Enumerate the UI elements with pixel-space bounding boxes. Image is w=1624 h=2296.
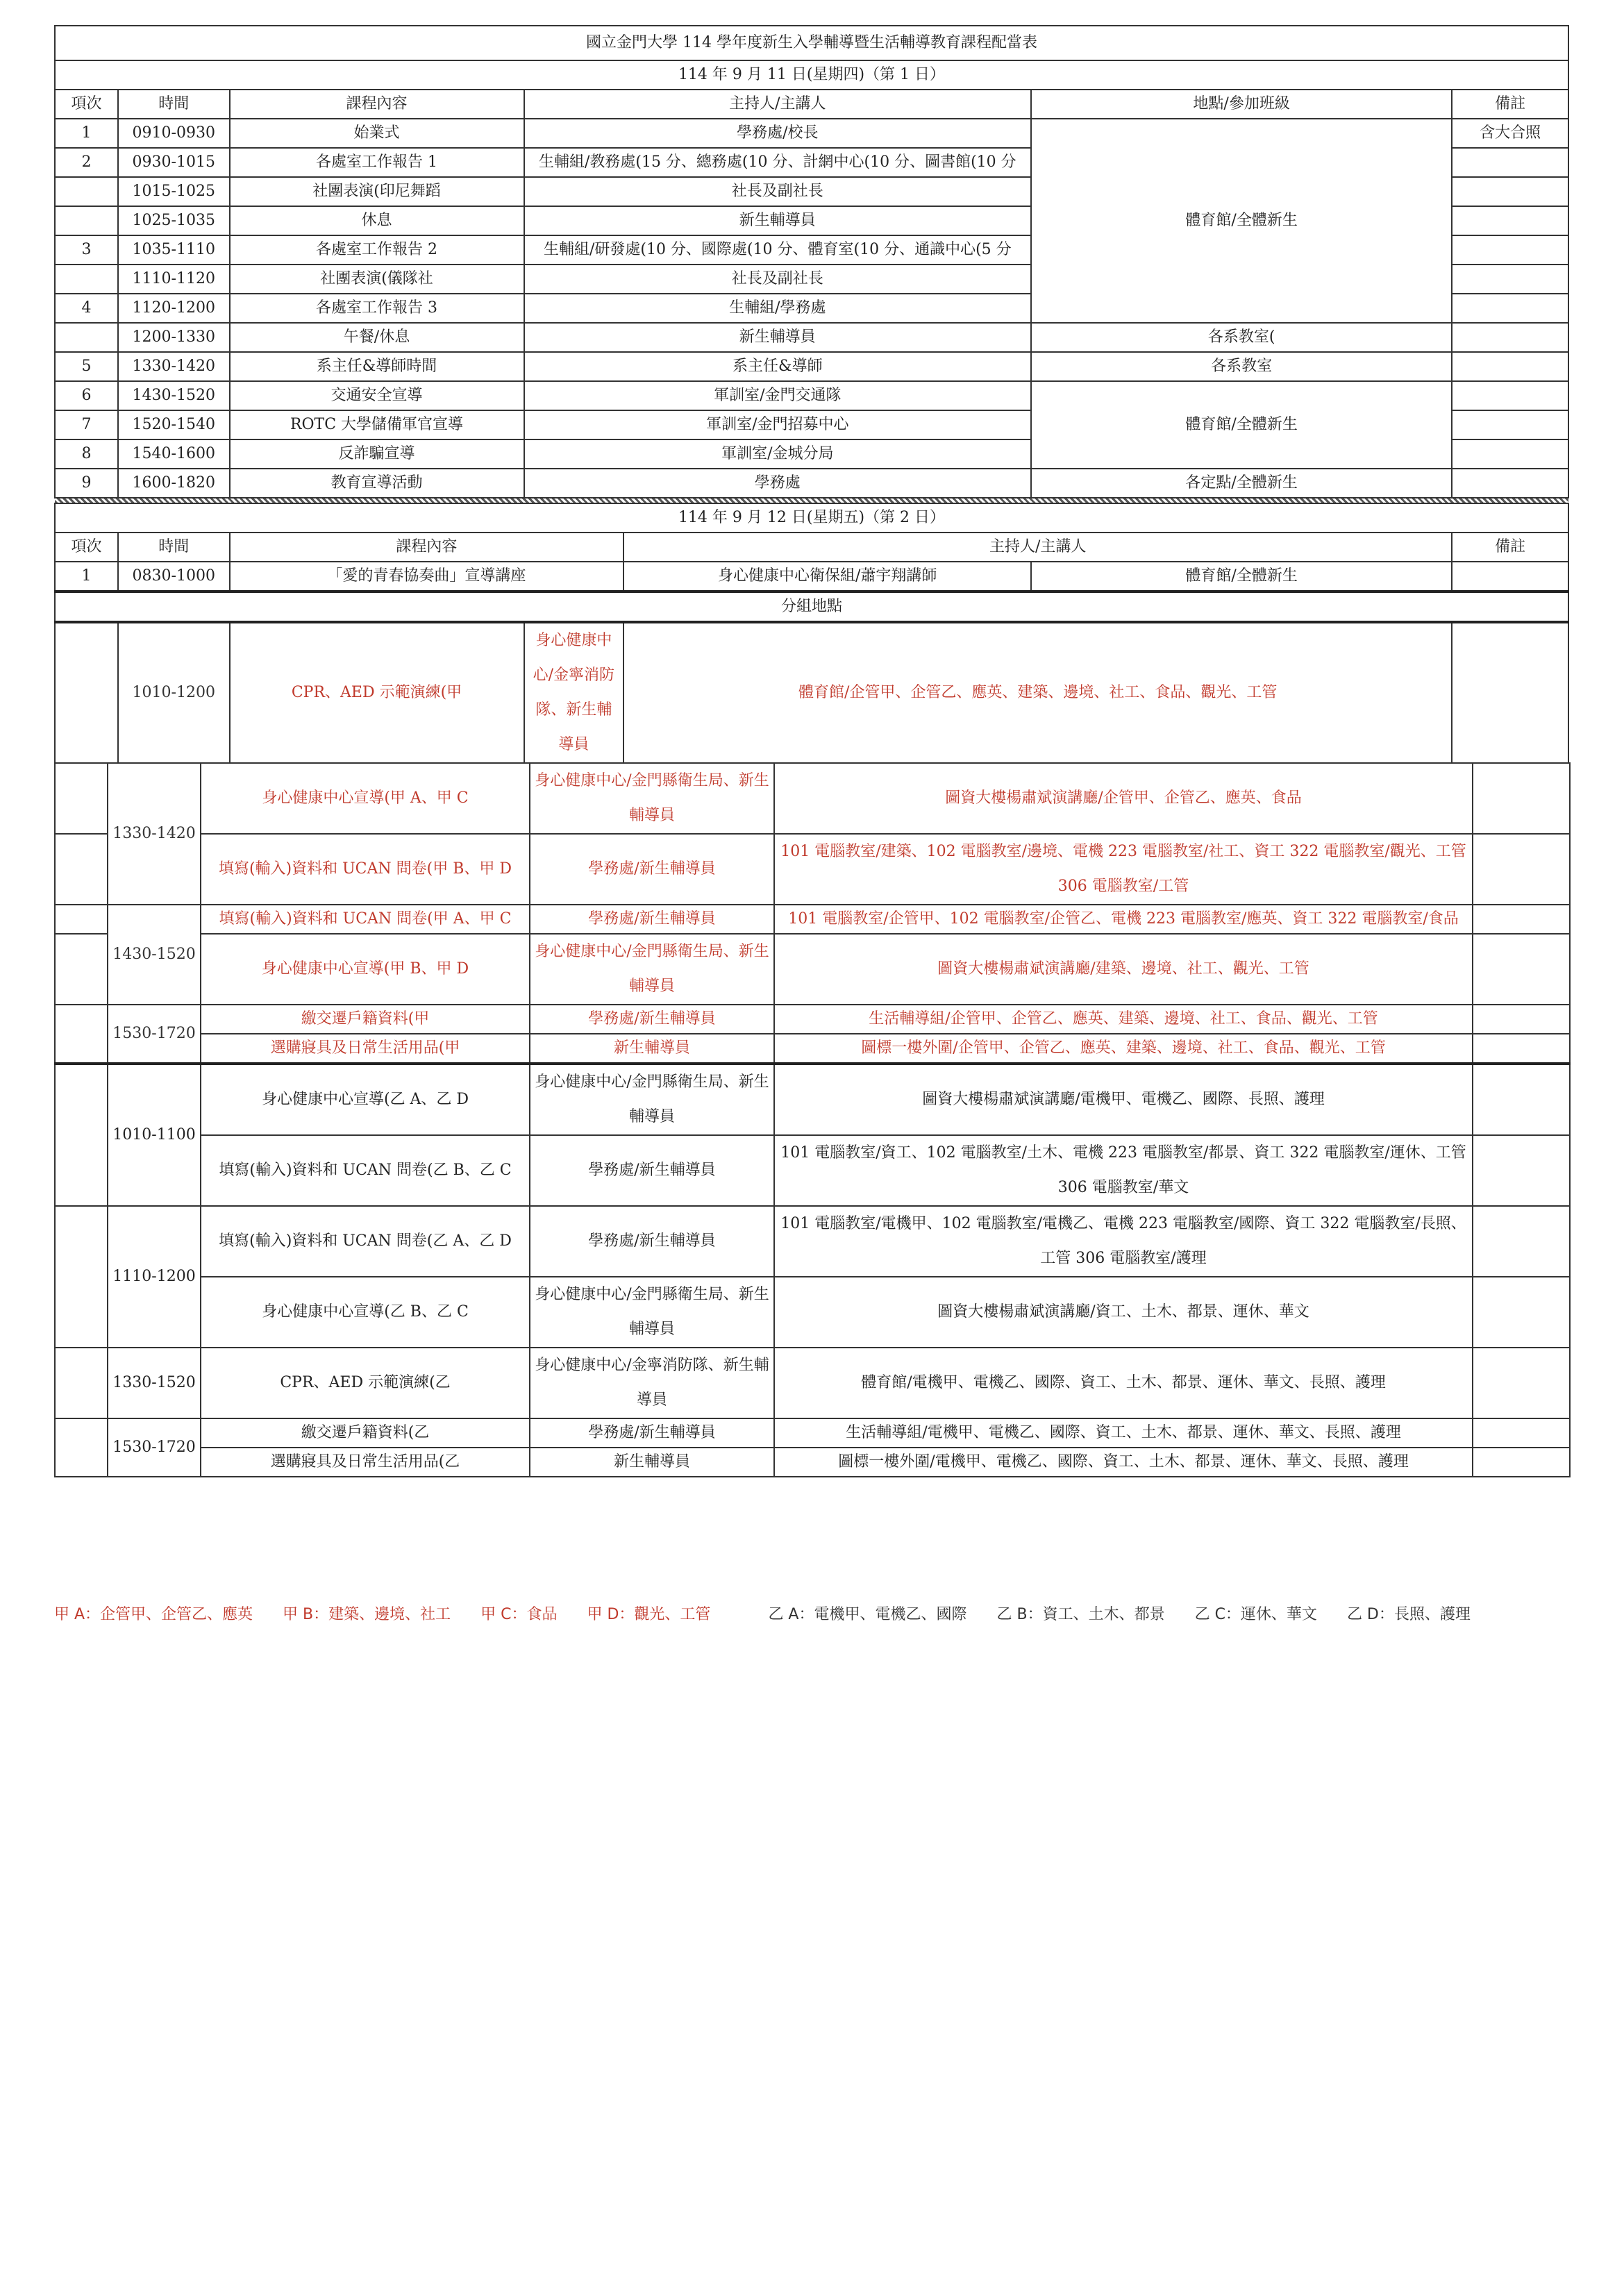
row-no: 8 xyxy=(55,439,118,469)
row-location: 圖資大樓楊肅斌演講廳/建築、邊境、社工、觀光、工管 xyxy=(774,934,1473,1005)
row-course: 交通安全宣導 xyxy=(230,381,524,410)
row-note xyxy=(1452,562,1568,592)
row-note xyxy=(1452,294,1568,323)
row-note xyxy=(1473,1448,1570,1477)
legend-item: 乙 A：電機甲、電機乙、國際 xyxy=(768,1606,967,1623)
schedule-group-table xyxy=(54,762,1571,1477)
row-note xyxy=(1473,1418,1570,1448)
row-no: 6 xyxy=(55,381,118,410)
row-course: 身心健康中心宣導(乙 A、乙 D xyxy=(201,1064,530,1135)
table-row xyxy=(55,834,1570,905)
row-time: 1330-1420 xyxy=(108,763,201,905)
row-no xyxy=(55,834,108,905)
row-no xyxy=(55,206,118,235)
row-location: 圖資大樓楊肅斌演講廳/企管甲、企管乙、應英、食品 xyxy=(774,763,1473,834)
row-course: 始業式 xyxy=(230,119,524,148)
row-course: ROTC 大學儲備軍官宣導 xyxy=(230,410,524,439)
row-no xyxy=(55,265,118,294)
table-row xyxy=(55,905,1570,934)
row-course: 系主任&導師時間 xyxy=(230,352,524,381)
row-note xyxy=(1452,235,1568,265)
row-note xyxy=(1473,1206,1570,1277)
row-course: 教育宣導活動 xyxy=(230,469,524,498)
row-note xyxy=(1473,1348,1570,1418)
row-course: 身心健康中心宣導(甲 B、甲 D xyxy=(201,934,530,1005)
table-row xyxy=(55,1348,1570,1418)
row-no: 1 xyxy=(55,562,118,592)
table-row xyxy=(55,1277,1570,1348)
group-legend xyxy=(54,1602,1496,1624)
row-location: 各定點/全體新生 xyxy=(1031,469,1452,498)
legend-item: 乙 B：資工、土木、都景 xyxy=(996,1606,1165,1623)
row-host: 社長及副社長 xyxy=(524,177,1032,206)
table-row xyxy=(55,381,1568,410)
row-host: 身心健康中心/金門縣衛生局、新生輔導員 xyxy=(530,763,774,834)
table-row xyxy=(55,1206,1570,1277)
row-time: 1010-1100 xyxy=(108,1064,201,1206)
row-location: 體育館/全體新生 xyxy=(1031,119,1452,323)
row-course: 繳交遷戶籍資料(甲 xyxy=(201,1005,530,1034)
row-course: 休息 xyxy=(230,206,524,235)
row-host: 生輔組/教務處(15 分、總務處(10 分、計網中心(10 分、圖書館(10 分 xyxy=(524,148,1032,177)
table-row xyxy=(55,1135,1570,1206)
table-row xyxy=(55,763,1570,834)
row-host: 身心健康中心/金門縣衛生局、新生輔導員 xyxy=(530,1064,774,1135)
row-location: 圖資大樓楊肅斌演講廳/電機甲、電機乙、國際、長照、護理 xyxy=(774,1064,1473,1135)
row-note xyxy=(1452,265,1568,294)
row-host: 身心健康中心/金寧消防隊、新生輔導員 xyxy=(524,622,624,763)
row-no: 4 xyxy=(55,294,118,323)
row-host: 身心健康中心/金門縣衛生局、新生輔導員 xyxy=(530,934,774,1005)
row-course: 選購寢具及日常生活用品(乙 xyxy=(201,1448,530,1477)
row-time: 0930-1015 xyxy=(118,148,229,177)
row-course: 填寫(輸入)資料和 UCAN 問卷(甲 A、甲 C xyxy=(201,905,530,934)
row-time: 1600-1820 xyxy=(118,469,229,498)
row-note xyxy=(1473,1277,1570,1348)
header-note: 備註 xyxy=(1452,90,1568,119)
row-host: 學務處/校長 xyxy=(524,119,1032,148)
row-location: 體育館/企管甲、企管乙、應英、建築、邊境、社工、食品、觀光、工管 xyxy=(623,622,1452,763)
row-host: 學務處/新生輔導員 xyxy=(530,1135,774,1206)
row-no xyxy=(55,1418,108,1477)
legend-item: 甲 D：觀光、工管 xyxy=(587,1606,711,1623)
day2-heading: 114 年 9 月 12 日(星期五)（第 2 日） xyxy=(55,503,1568,533)
row-host: 新生輔導員 xyxy=(524,323,1032,352)
table-row xyxy=(55,934,1570,1005)
row-note xyxy=(1473,934,1570,1005)
row-course: 身心健康中心宣導(乙 B、乙 C xyxy=(201,1277,530,1348)
row-time: 1015-1025 xyxy=(118,177,229,206)
row-time: 1120-1200 xyxy=(118,294,229,323)
row-no xyxy=(55,1064,108,1206)
legend-item: 甲 C：食品 xyxy=(480,1606,558,1623)
row-location: 101 電腦教室/建築、102 電腦教室/邊境、電機 223 電腦教室/社工、資工 322 電腦教室/觀光、工管 306 電腦教室/工管 xyxy=(774,834,1473,905)
row-time: 1035-1110 xyxy=(118,235,229,265)
row-time: 1530-1720 xyxy=(108,1005,201,1064)
row-time: 1540-1600 xyxy=(118,439,229,469)
row-note xyxy=(1452,177,1568,206)
row-note xyxy=(1452,323,1568,352)
header-note: 備註 xyxy=(1452,533,1568,562)
row-course: 各處室工作報告 2 xyxy=(230,235,524,265)
row-note xyxy=(1452,469,1568,498)
document-title: 國立金門大學 114 學年度新生入學輔導暨生活輔導教育課程配當表 xyxy=(55,26,1568,60)
row-time: 1110-1120 xyxy=(118,265,229,294)
table-row xyxy=(55,1418,1570,1448)
row-time: 1025-1035 xyxy=(118,206,229,235)
table-row xyxy=(55,1005,1570,1034)
row-host: 軍訓室/金門交通隊 xyxy=(524,381,1032,410)
row-course: 填寫(輸入)資料和 UCAN 問卷(乙 A、乙 D xyxy=(201,1206,530,1277)
row-course: 繳交遷戶籍資料(乙 xyxy=(201,1418,530,1448)
row-time: 1530-1720 xyxy=(108,1418,201,1477)
row-host: 學務處/新生輔導員 xyxy=(530,1418,774,1448)
row-no xyxy=(55,1206,108,1348)
table-row xyxy=(55,1448,1570,1477)
row-no xyxy=(55,1005,108,1064)
header-time: 時間 xyxy=(118,90,229,119)
row-no xyxy=(55,177,118,206)
row-note xyxy=(1473,1064,1570,1135)
row-time: 0910-0930 xyxy=(118,119,229,148)
legend-item: 乙 D：長照、護理 xyxy=(1346,1606,1471,1623)
row-course: CPR、AED 示範演練(乙 xyxy=(201,1348,530,1418)
row-course: 反詐騙宣導 xyxy=(230,439,524,469)
row-host: 新生輔導員 xyxy=(524,206,1032,235)
row-note xyxy=(1452,206,1568,235)
row-location: 圖標一樓外圍/電機甲、電機乙、國際、資工、土木、都景、運休、華文、長照、護理 xyxy=(774,1448,1473,1477)
row-no: 7 xyxy=(55,410,118,439)
row-location: 體育館/全體新生 xyxy=(1031,381,1452,469)
row-note xyxy=(1452,381,1568,410)
row-no: 1 xyxy=(55,119,118,148)
row-location: 體育館/全體新生 xyxy=(1031,562,1452,592)
row-note xyxy=(1473,1135,1570,1206)
row-time: 1010-1200 xyxy=(118,622,229,763)
row-note xyxy=(1473,905,1570,934)
row-host: 系主任&導師 xyxy=(524,352,1032,381)
row-course: 「愛的青春協奏曲」宣導講座 xyxy=(230,562,624,592)
row-host: 生輔組/學務處 xyxy=(524,294,1032,323)
row-host: 軍訓室/金城分局 xyxy=(524,439,1032,469)
row-note xyxy=(1452,622,1568,763)
row-time: 0830-1000 xyxy=(118,562,229,592)
row-time: 1330-1520 xyxy=(108,1348,201,1418)
row-location: 各系教室 xyxy=(1031,352,1452,381)
row-no xyxy=(55,934,108,1005)
table-row xyxy=(55,622,1568,763)
row-host: 學務處 xyxy=(524,469,1032,498)
row-host: 新生輔導員 xyxy=(530,1448,774,1477)
table-row xyxy=(55,562,1568,592)
table-row xyxy=(55,1034,1570,1064)
table-row xyxy=(55,352,1568,381)
row-no: 3 xyxy=(55,235,118,265)
schedule-document xyxy=(54,25,1569,1477)
row-course: 社團表演(儀隊社 xyxy=(230,265,524,294)
row-host: 社長及副社長 xyxy=(524,265,1032,294)
table-row xyxy=(55,323,1568,352)
row-host: 新生輔導員 xyxy=(530,1034,774,1064)
schedule-table xyxy=(54,25,1569,764)
row-note xyxy=(1452,352,1568,381)
row-host: 學務處/新生輔導員 xyxy=(530,1005,774,1034)
row-host: 身心健康中心衛保組/蕭宇翔講師 xyxy=(623,562,1031,592)
row-note: 含大合照 xyxy=(1452,119,1568,148)
row-host: 學務處/新生輔導員 xyxy=(530,834,774,905)
row-note xyxy=(1473,1034,1570,1064)
row-note xyxy=(1452,410,1568,439)
header-course: 課程內容 xyxy=(230,533,624,562)
row-no: 2 xyxy=(55,148,118,177)
row-course: 午餐/休息 xyxy=(230,323,524,352)
row-course: 選購寢具及日常生活用品(甲 xyxy=(201,1034,530,1064)
row-host: 軍訓室/金門招募中心 xyxy=(524,410,1032,439)
row-location: 101 電腦教室/電機甲、102 電腦教室/電機乙、電機 223 電腦教室/國際、資工 322 電腦教室/長照、工管 306 電腦教室/護理 xyxy=(774,1206,1473,1277)
row-time: 1430-1520 xyxy=(118,381,229,410)
row-host: 生輔組/研發處(10 分、國際處(10 分、體育室(10 分、通識中心(5 分 xyxy=(524,235,1032,265)
row-note xyxy=(1473,1005,1570,1034)
header-host: 主持人/主講人 xyxy=(524,90,1032,119)
row-no xyxy=(55,763,108,834)
header-no: 項次 xyxy=(55,533,118,562)
row-host: 學務處/新生輔導員 xyxy=(530,1206,774,1277)
group-heading: 分組地點 xyxy=(55,592,1568,622)
row-location: 生活輔導組/企管甲、企管乙、應英、建築、邊境、社工、食品、觀光、工管 xyxy=(774,1005,1473,1034)
row-time: 1330-1420 xyxy=(118,352,229,381)
row-host: 身心健康中心/金門縣衛生局、新生輔導員 xyxy=(530,1277,774,1348)
legend-item: 甲 A：企管甲、企管乙、應英 xyxy=(54,1606,253,1623)
row-location: 圖資大樓楊肅斌演講廳/資工、土木、都景、運休、華文 xyxy=(774,1277,1473,1348)
row-no xyxy=(55,905,108,934)
row-host: 身心健康中心/金寧消防隊、新生輔導員 xyxy=(530,1348,774,1418)
row-location: 生活輔導組/電機甲、電機乙、國際、資工、土木、都景、運休、華文、長照、護理 xyxy=(774,1418,1473,1448)
row-course: CPR、AED 示範演練(甲 xyxy=(230,622,524,763)
row-note xyxy=(1473,834,1570,905)
header-time: 時間 xyxy=(118,533,229,562)
row-no: 9 xyxy=(55,469,118,498)
row-note xyxy=(1452,148,1568,177)
row-host: 學務處/新生輔導員 xyxy=(530,905,774,934)
row-course: 各處室工作報告 3 xyxy=(230,294,524,323)
row-no xyxy=(55,323,118,352)
row-time: 1110-1200 xyxy=(108,1206,201,1348)
header-location: 地點/參加班級 xyxy=(1031,90,1452,119)
table-row xyxy=(55,469,1568,498)
row-no xyxy=(55,1348,108,1418)
row-course: 填寫(輸入)資料和 UCAN 問卷(甲 B、甲 D xyxy=(201,834,530,905)
row-location: 圖標一樓外圍/企管甲、企管乙、應英、建築、邊境、社工、食品、觀光、工管 xyxy=(774,1034,1473,1064)
row-location: 體育館/電機甲、電機乙、國際、資工、土木、都景、運休、華文、長照、護理 xyxy=(774,1348,1473,1418)
row-course: 身心健康中心宣導(甲 A、甲 C xyxy=(201,763,530,834)
row-time: 1200-1330 xyxy=(118,323,229,352)
day1-heading: 114 年 9 月 11 日(星期四)（第 1 日） xyxy=(55,60,1568,90)
row-course: 各處室工作報告 1 xyxy=(230,148,524,177)
row-time: 1430-1520 xyxy=(108,905,201,1005)
row-location: 101 電腦教室/企管甲、102 電腦教室/企管乙、電機 223 電腦教室/應英、資工 322 電腦教室/食品 xyxy=(774,905,1473,934)
row-location: 101 電腦教室/資工、102 電腦教室/土木、電機 223 電腦教室/都景、資工 322 電腦教室/運休、工管 306 電腦教室/華文 xyxy=(774,1135,1473,1206)
header-host: 主持人/主講人 xyxy=(623,533,1452,562)
row-course: 社團表演(印尼舞蹈 xyxy=(230,177,524,206)
table-row xyxy=(55,119,1568,148)
row-note xyxy=(1473,763,1570,834)
row-location: 各系教室( xyxy=(1031,323,1452,352)
section-divider xyxy=(55,498,1568,503)
legend-item: 甲 B：建築、邊境、社工 xyxy=(283,1606,451,1623)
table-row xyxy=(55,1064,1570,1135)
row-no: 5 xyxy=(55,352,118,381)
header-course: 課程內容 xyxy=(230,90,524,119)
row-no xyxy=(55,622,118,763)
row-course: 填寫(輸入)資料和 UCAN 問卷(乙 B、乙 C xyxy=(201,1135,530,1206)
row-note xyxy=(1452,439,1568,469)
header-no: 項次 xyxy=(55,90,118,119)
legend-item: 乙 C：運休、華文 xyxy=(1194,1606,1317,1623)
row-time: 1520-1540 xyxy=(118,410,229,439)
